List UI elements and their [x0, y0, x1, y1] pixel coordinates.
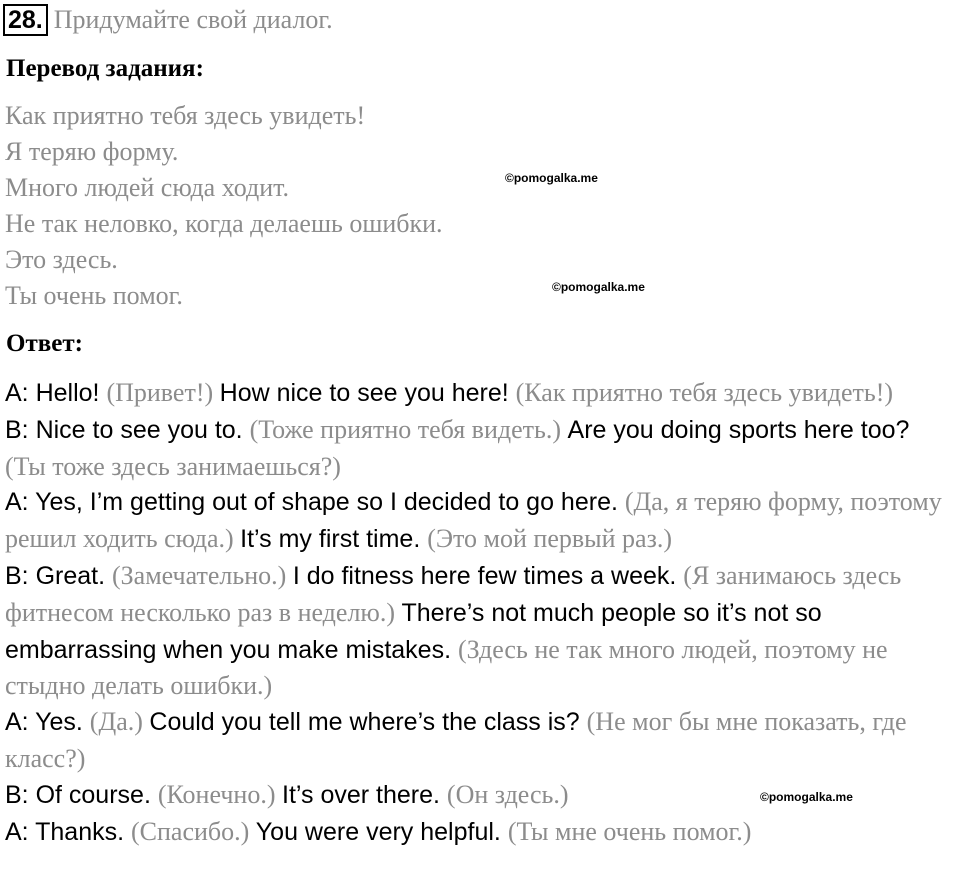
translation-line: Ты очень помог.: [5, 281, 183, 310]
translation-line: Я теряю форму.: [5, 137, 179, 166]
dialog-russian-translation: (Не мог бы мне показать, где класс?): [5, 707, 907, 773]
dialog-russian-translation: (Ты тоже здесь занимаешься?): [5, 451, 341, 481]
translation-line: Как приятно тебя здесь увидеть!: [5, 101, 366, 130]
dialog-russian-translation: (Ты мне очень помог.): [507, 816, 752, 846]
dialog-line: [5, 484, 955, 558]
dialog: [5, 375, 955, 850]
dialog-line: [5, 704, 955, 777]
task-title: Придумайте свой диалог.: [53, 5, 333, 34]
dialog-russian-translation: (Да.): [89, 707, 150, 737]
dialog-english-text: B: Of course.: [5, 780, 158, 809]
dialog-russian-translation: (Привет!): [106, 378, 220, 407]
dialog-line: [5, 558, 955, 704]
dialog-english-text: Are you doing sports here too?: [567, 415, 910, 444]
dialog-english-text: A: Yes.: [5, 708, 90, 737]
translation-heading: Перевод задания:: [6, 55, 204, 82]
translation-line: Много людей сюда ходит.: [5, 173, 290, 202]
dialog-english-text: You were very helpful.: [255, 817, 508, 846]
dialog-english-text: B: Great.: [5, 561, 112, 590]
dialog-russian-translation: (Да, я теряю форму, поэтому решил ходить сюда.): [5, 487, 942, 554]
watermark: ©pomogalka.me: [505, 171, 598, 185]
dialog-english-text: I do fitness here few times a week.: [292, 561, 684, 590]
dialog-english-text: Could you tell me where’s the class is?: [149, 708, 587, 737]
dialog-english-text: It’s my first time.: [240, 525, 428, 554]
dialog-english-text: A: Thanks.: [5, 817, 131, 846]
translation-line: Это здесь.: [5, 245, 118, 274]
dialog-english-text: There’s not much people so it’s not so embarrassing when you make mistakes.: [5, 598, 822, 664]
dialog-russian-translation: (Я занимаюсь здесь фитнесом несколько раз в неделю.): [5, 560, 902, 627]
dialog-english-text: How nice to see you here!: [219, 379, 516, 407]
dialog-russian-translation: (Замечательно.): [111, 560, 293, 590]
watermark: ©pomogalka.me: [552, 280, 645, 294]
translation-list: [5, 98, 443, 314]
answer-heading: Ответ:: [6, 330, 83, 357]
dialog-english-text: B: Nice to see you to.: [5, 415, 250, 444]
dialog-english-text: A: Hello!: [5, 379, 107, 407]
task-number: 28.: [3, 4, 48, 36]
dialog-line: [5, 375, 955, 412]
dialog-russian-translation: (Это мой первый раз.): [427, 524, 673, 554]
task-header: [3, 4, 333, 36]
dialog-russian-translation: (Тоже приятно тебя видеть.): [249, 414, 568, 444]
dialog-russian-translation: (Как приятно тебя здесь увидеть!): [515, 378, 894, 407]
dialog-line: [5, 412, 955, 485]
dialog-russian-translation: (Спасибо.): [131, 816, 256, 846]
dialog-line: [5, 814, 955, 851]
watermark: ©pomogalka.me: [760, 790, 853, 804]
dialog-russian-translation: (Он здесь.): [446, 779, 569, 809]
dialog-english-text: It’s over there.: [282, 780, 447, 809]
dialog-russian-translation: (Конечно.): [157, 779, 283, 809]
translation-line: Не так неловко, когда делаешь ошибки.: [5, 209, 443, 238]
dialog-english-text: A: Yes, I’m getting out of shape so I decided to go here.: [5, 488, 625, 517]
dialog-russian-translation: (Здесь не так много людей, поэтому не стыдно делать ошибки.): [5, 634, 888, 701]
